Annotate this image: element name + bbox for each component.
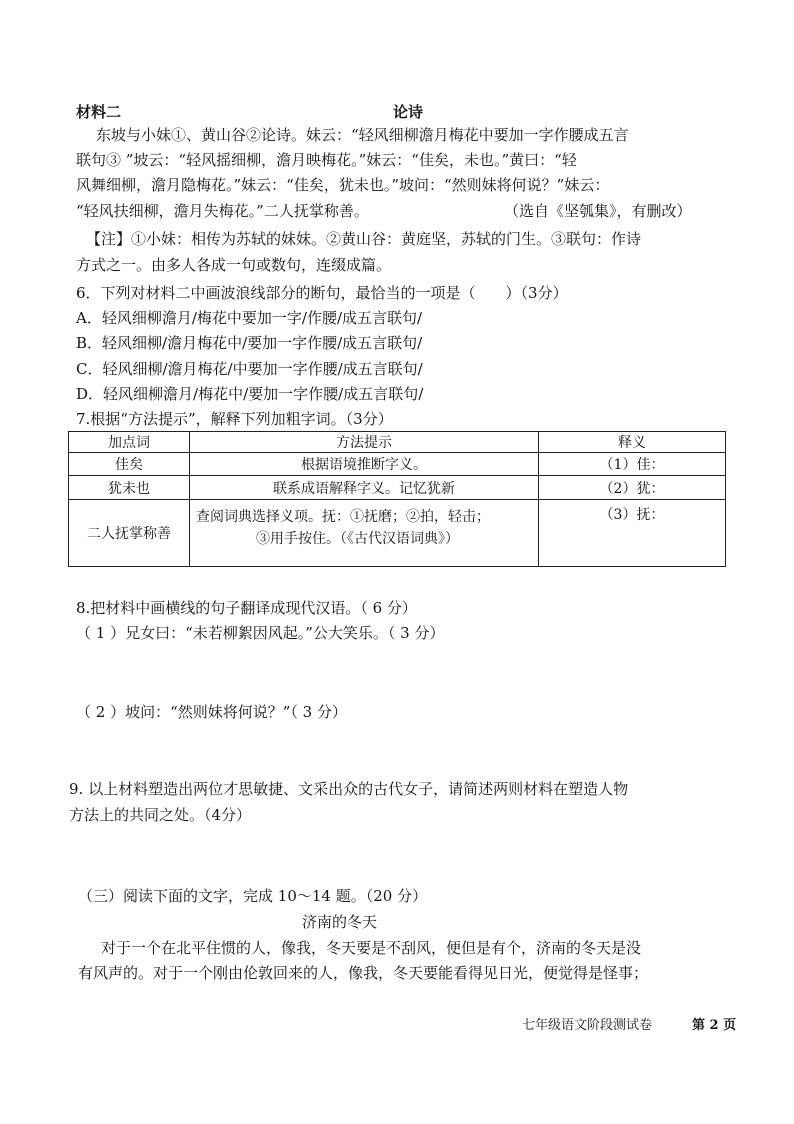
table-header: 方法提示 [190,432,539,453]
note-line-1: 【注】①小妹：相传为苏轼的妹妹。②黄山谷：黄庭坚，苏轼的门生。③联句：作诗 [86,230,642,248]
q7-stem: 7.根据“方法提示”，解释下列加粗字词。（3分） [76,410,393,428]
material-line-4: “轻风扶细柳，澹月失梅花。”二人抚掌称善。 [76,202,369,220]
hint-line: 查阅词典选择义项。抚：①抚磨；②拍，轻击； [196,509,490,525]
article-line-1: 对于一个在北平住惯的人，像我，冬天要是不刮风，便但是有个，济南的冬天是没 [101,939,642,957]
method-table [68,431,726,567]
table-row [69,500,726,567]
table-header: 加点词 [69,432,190,453]
footer-page-number: 第 2 页 [692,1018,737,1033]
table-cell-meaning: （2）犹： [539,476,726,500]
table-cell-hint: 根据语境推断字义。 [190,453,539,476]
q6-option-a: A．轻风细柳澹月/梅花中要加一字/作腰/成五言联句/ [76,309,423,327]
table-row [69,476,726,500]
table-cell-meaning: （3）抚： [539,500,726,567]
q6-option-d: D．轻风细柳澹月/梅花中/要加一字作腰/成五言联句/ [76,385,424,403]
hint-line: ③用手按住。（《古代汉语词典》） [256,531,459,547]
table-cell-meaning: （1）佳： [539,453,726,476]
table-header: 释义 [539,432,726,453]
table-row [69,453,726,476]
material-line-3: 风舞细柳，澹月隐梅花。”妹云：“佳矣，犹未也。”坡问：“然则妹将何说？”妹云： [76,176,610,194]
section-heading: （三）阅读下面的文字，完成 10～14 题。（20 分） [78,887,428,905]
table-cell-word: 佳矣 [69,453,190,476]
material-line-1: 东坡与小妹①、黄山谷②论诗。妹云：“轻风细柳澹月梅花中要加一字作腰成五言 [96,126,629,144]
note-line-2: 方式之一。由多人各成一句或数句，连缀成篇。 [76,256,392,274]
q8-item-2: （ 2 ）坡问：“然则妹将何说？”（ 3 分） [76,703,347,721]
table-cell-hint: 联系成语解释字义。记忆犹新 [190,476,539,500]
q6-option-c: C．轻风细柳/澹月梅花/中要加一字作腰/成五言联句/ [76,360,423,378]
table-cell-word: 二人抚掌称善 [69,500,190,567]
table-cell-word: 犹未也 [69,476,190,500]
article-title: 济南的冬天 [302,913,378,931]
q9-line-1: 9. 以上材料塑造出两位才思敏捷、文采出众的古代女子，请简述两则材料在塑造人物 [69,780,629,798]
article-line-2: 有风声的。对于一个刚由伦敦回来的人，像我，冬天要能看得见日光，便觉得是怪事； [78,964,649,982]
q8-item-1: （ 1 ）兄女曰：“未若柳絮因风起。”公大笑乐。（ 3 分） [76,624,445,642]
q9-line-2: 方法上的共同之处。（4分） [69,806,252,824]
q6-option-b: B．轻风细柳/澹月梅花中/要加一字作腰/成五言联句/ [76,334,423,352]
footer-exam-title: 七年级语文阶段测试卷 [522,1018,653,1033]
table-cell-hint [190,500,539,567]
material-line-2: 联句③ ”坡云：“轻风摇细柳，澹月映梅花。”妹云：“佳矣，未也。”黄曰：“轻 [76,151,577,169]
table-header-row [69,432,726,453]
q8-stem: 8.把材料中画横线的句子翻译成现代汉语。（ 6 分） [76,599,417,617]
material-title: 论诗 [393,103,424,121]
material-source: （选自《坚瓠集》，有删改） [504,202,692,220]
q6-stem: 6．下列对材料二中画波浪线部分的断句，最恰当的一项是（ ）（3分） [76,284,568,302]
material-label: 材料二 [76,103,122,121]
